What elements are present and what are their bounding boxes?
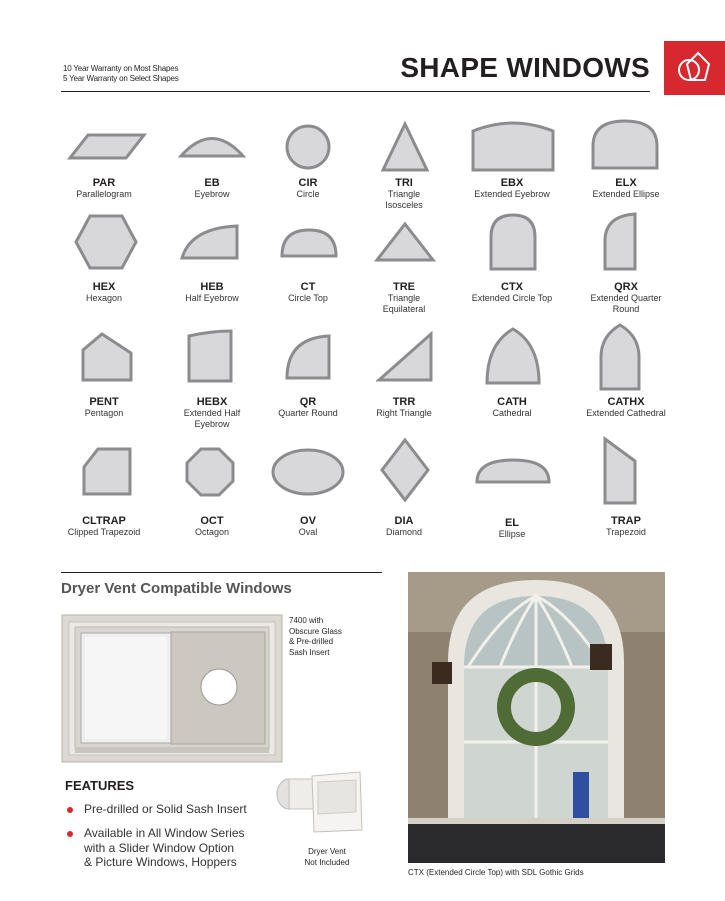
shape-name: [253, 527, 363, 538]
shape-name: [253, 189, 363, 200]
shape-oct: [184, 446, 236, 503]
shape-name: [349, 408, 459, 419]
shape-code: HEX: [92, 281, 116, 293]
shape-name: [49, 189, 159, 200]
shape-elx: [590, 118, 660, 176]
shape-name: [157, 408, 267, 429]
slider-window-image: [61, 614, 283, 763]
vent-caption-line: Not Included: [304, 858, 350, 867]
shape-hebx: [186, 328, 234, 389]
shape-eb: [178, 135, 246, 164]
shape-name: [49, 408, 159, 419]
shape-code: DIA: [394, 515, 414, 527]
shape-name-line: Extended Half: [183, 408, 241, 418]
shape-code: ELX: [615, 177, 637, 189]
shape-name-line: Extended Ellipse: [592, 189, 660, 199]
brand-tab: [664, 41, 725, 95]
feature-text: Pre-drilled or Solid Sash Insert: [84, 802, 247, 816]
shape-name: [49, 293, 159, 304]
shape-code: HEB: [200, 281, 224, 293]
shape-name: [157, 189, 267, 200]
section-title: Dryer Vent Compatible Windows: [61, 580, 292, 597]
shape-code: PENT: [89, 396, 119, 408]
shape-trap: [602, 436, 638, 511]
window-caption: [289, 616, 369, 658]
shape-name-line: Oval: [298, 527, 318, 537]
shape-cathx: [598, 322, 642, 397]
shape-name-line: Triangle: [387, 189, 421, 199]
shape-code: CTX: [501, 281, 523, 293]
shape-el: [474, 457, 552, 490]
shape-name-line: Triangle: [387, 293, 421, 303]
shape-code: CATHX: [607, 396, 645, 408]
shape-name-line: Trapezoid: [606, 527, 646, 537]
feature-item: [84, 802, 247, 817]
warranty-note: [63, 64, 179, 84]
shape-ctx: [488, 212, 538, 277]
shape-name: [349, 527, 459, 538]
shape-name-line: Round: [612, 303, 640, 314]
feature-text: with a Slider Window Option: [84, 840, 235, 855]
shape-name: [571, 189, 681, 200]
shape-name: [571, 408, 681, 419]
shape-code: EB: [204, 177, 220, 189]
bullet-icon: [67, 807, 73, 813]
section-divider: [61, 572, 382, 573]
shape-code: TRR: [392, 396, 416, 408]
shape-code: TRI: [395, 177, 413, 189]
shape-name: [457, 529, 567, 540]
shape-name: [349, 189, 459, 210]
window-caption-line: & Pre-drilled: [289, 637, 334, 646]
shape-cath: [484, 326, 542, 391]
shape-code: CIR: [298, 177, 318, 189]
shape-code: TRAP: [611, 515, 641, 527]
shape-code: QR: [299, 396, 317, 408]
shape-name: [349, 293, 459, 314]
shape-name-line: Parallelogram: [76, 189, 132, 199]
feature-text: Available in All Window Series: [84, 826, 245, 840]
dryer-vent-image: [274, 770, 366, 836]
shapes-icon: [676, 50, 712, 86]
shape-code: PAR: [92, 177, 116, 189]
shape-pent: [80, 331, 134, 388]
shape-name-line: Extended Circle Top: [471, 293, 553, 303]
window-caption-line: Obscure Glass: [289, 626, 342, 636]
shape-name-line: Quarter Round: [278, 408, 338, 418]
shape-qr: [284, 333, 332, 386]
warranty-line: 10 Year Warranty on Most Shapes: [63, 64, 179, 73]
shape-name-line: Circle: [296, 189, 320, 199]
features-heading: FEATURES: [65, 778, 135, 793]
shape-name: [253, 293, 363, 304]
shape-trr: [376, 331, 434, 388]
shape-name: [253, 408, 363, 419]
shape-name-line: Right Triangle: [376, 408, 432, 418]
shape-name-line: Eyebrow: [194, 189, 230, 199]
shape-cltrap: [81, 446, 133, 502]
bullet-icon: [67, 831, 73, 837]
shape-name-line: Diamond: [385, 527, 423, 537]
shape-ebx: [470, 121, 556, 178]
shape-name: [571, 527, 681, 538]
shape-name-line: Isosceles: [385, 199, 423, 210]
shape-dia: [379, 437, 431, 508]
shape-code: EBX: [500, 177, 524, 189]
shape-name: [457, 189, 567, 200]
shape-tri: [380, 121, 430, 178]
shape-heb: [179, 223, 241, 266]
window-caption-line: Sash Insert: [289, 647, 330, 657]
shape-code: CLTRAP: [82, 515, 126, 527]
shape-hex: [73, 213, 139, 276]
shape-tre: [374, 221, 436, 268]
feature-item: [84, 826, 245, 870]
shape-name-line: Extended Eyebrow: [474, 189, 550, 199]
shape-name-line: Clipped Trapezoid: [67, 527, 141, 537]
shape-name-line: Pentagon: [84, 408, 124, 418]
feature-text: & Picture Windows, Hoppers: [84, 855, 237, 869]
shape-qrx: [602, 211, 638, 277]
page-title: SHAPE WINDOWS: [400, 52, 650, 83]
shape-code: OV: [300, 515, 316, 527]
shape-code: HEBX: [196, 396, 228, 408]
shape-code: TRE: [393, 281, 415, 293]
shape-code: OCT: [200, 515, 224, 527]
header-divider: [61, 91, 650, 92]
shape-name-line: Extended Quarter: [590, 293, 662, 303]
vent-caption-line: Dryer Vent: [308, 847, 346, 856]
shape-cir: [284, 123, 332, 176]
shape-name-line: Eyebrow: [194, 418, 230, 429]
room-photo: [408, 572, 665, 863]
shape-code: QRX: [614, 281, 638, 293]
shape-name: [457, 293, 567, 304]
shape-name: [157, 293, 267, 304]
warranty-line: 5 Year Warranty on Select Shapes: [63, 74, 179, 83]
shape-code: CATH: [497, 396, 527, 408]
shape-name-line: Equilateral: [382, 303, 426, 314]
shape-name-line: Hexagon: [85, 293, 123, 303]
shape-name: [457, 408, 567, 419]
shape-ct: [279, 227, 339, 264]
shape-name: [571, 293, 681, 314]
shape-name-line: Ellipse: [498, 529, 526, 539]
window-caption-line: 7400 with: [289, 616, 324, 625]
shape-name-line: Cathedral: [492, 408, 532, 418]
shape-par: [66, 132, 148, 167]
shape-name: [49, 527, 159, 538]
shape-name-line: Half Eyebrow: [185, 293, 239, 303]
shape-name-line: Circle Top: [288, 293, 328, 303]
shape-name-line: Extended Cathedral: [586, 408, 666, 418]
shape-name: [157, 527, 267, 538]
vent-caption: [302, 846, 352, 868]
photo-caption: CTX (Extended Circle Top) with SDL Gothic Grids: [408, 868, 584, 877]
shape-ov: [270, 447, 346, 502]
shape-code: CT: [300, 281, 316, 293]
shape-code: EL: [504, 517, 520, 529]
shape-name-line: Octagon: [194, 527, 230, 537]
